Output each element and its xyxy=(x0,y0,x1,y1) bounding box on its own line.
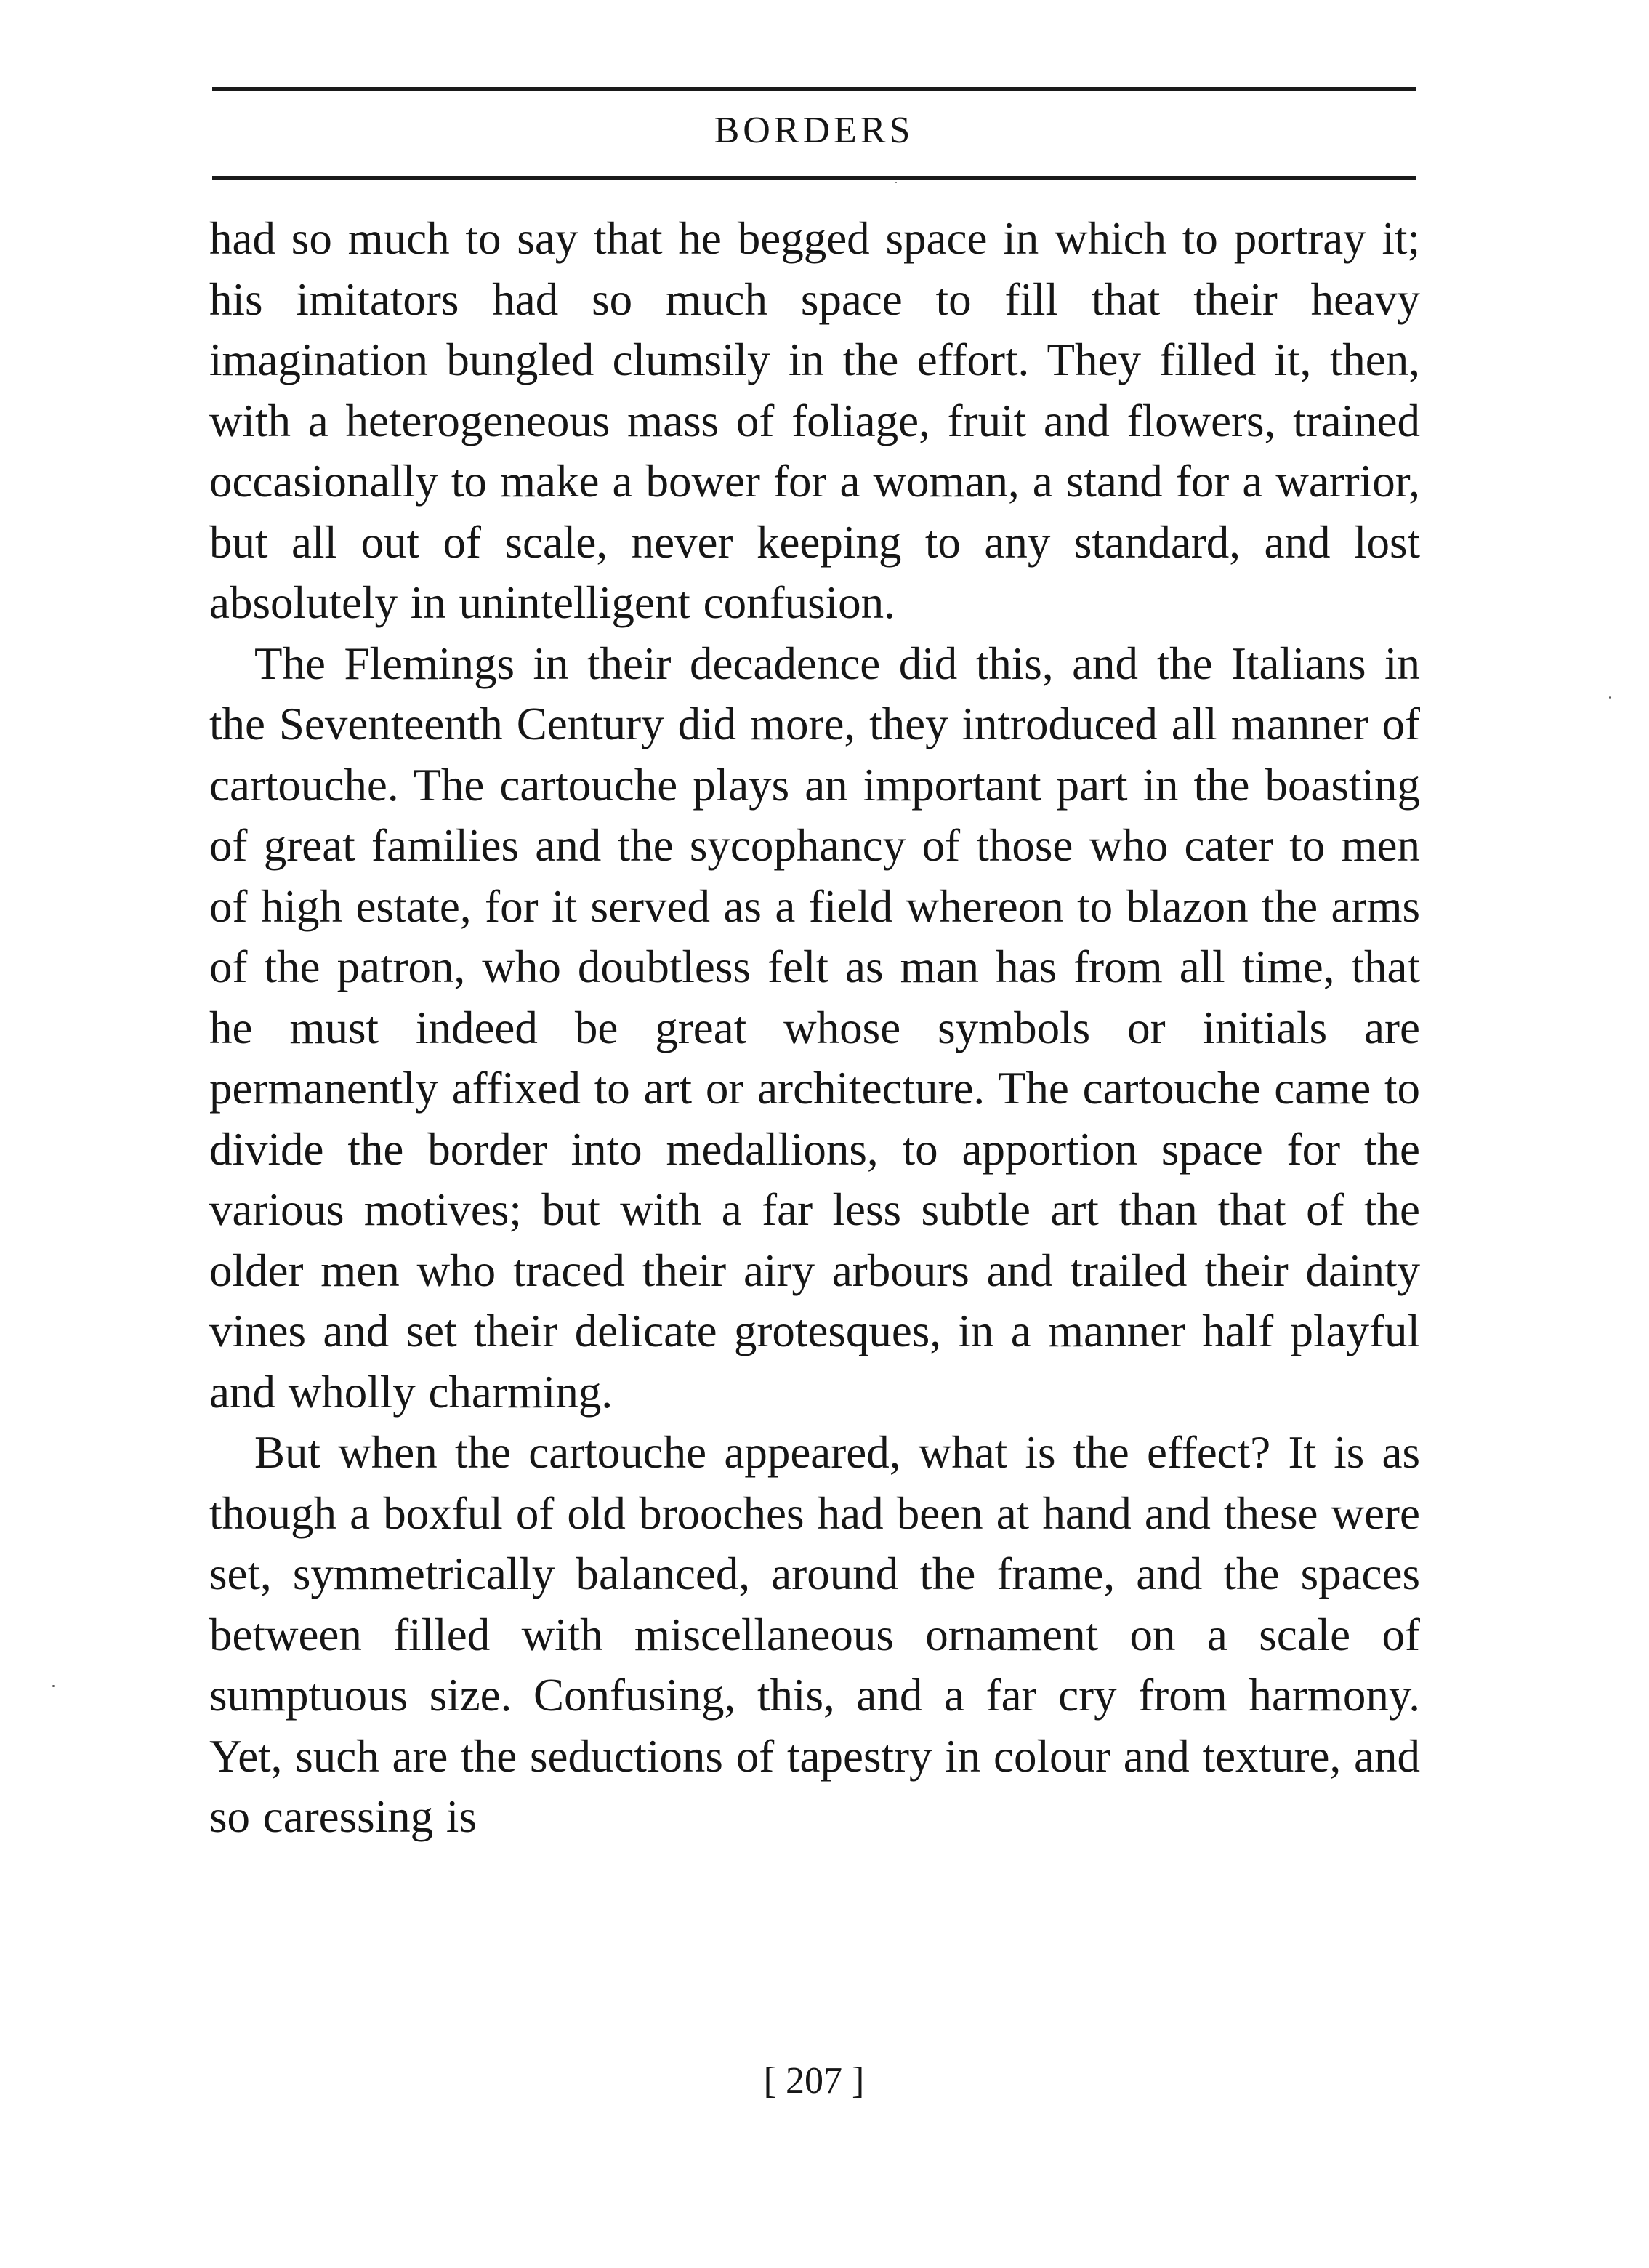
paragraph-2: The Flemings in their decadence did this, and the Italians in the Seventeenth Century did more, they introduced all manner of cartouche. The cartouche plays an important part in the boasting of great families and the sycophancy of those who cater to men of high estate, for it served as a field whereon to blazon the arms of the patron, who doubtless felt as man has from all time, that he must indeed be great whose symbols or initials are permanently affixed to art or architecture. The cartouche came to divide the border into medallions, to apportion space for the various motives; but with a far less subtle art than that of the older men who traced their airy arbours and trailed their dainty vines and set their delicate grotesques, in a manner half playful and wholly charming. xyxy=(209,638,1420,1418)
scan-speck xyxy=(895,182,897,183)
header-rule-bottom xyxy=(212,176,1416,180)
running-head: BORDERS xyxy=(714,110,914,151)
header-rule-top xyxy=(212,87,1416,91)
scan-speck xyxy=(52,1685,55,1687)
scan-speck xyxy=(1609,696,1611,699)
body-text xyxy=(209,209,1420,1848)
paragraph-3: But when the cartouche appeared, what is the effect? It is as though a boxful of old brooches had been at hand and these were set, symmetrically balanced, around the frame, and the spaces between filled with miscellaneous ornament on a scale of sumptuous size. Confusing, this, and a far cry from harmony. Yet, such are the seductions of tapestry in colour and texture, and so caressing is xyxy=(209,1427,1420,1842)
page-number: [ 207 ] xyxy=(763,2060,865,2102)
paragraph-1: had so much to say that he begged space in which to portray it; his imitators had so much space to fill that their heavy imagination bungled clumsily in the effort. They filled it, then, with a heterogeneous mass of foliage, fruit and flowers, trained occasionally to make a bower for a woman, a stand for a warrior, but all out of scale, never keeping to any standard, and lost absolutely in unintelligent confusion. xyxy=(209,213,1420,628)
